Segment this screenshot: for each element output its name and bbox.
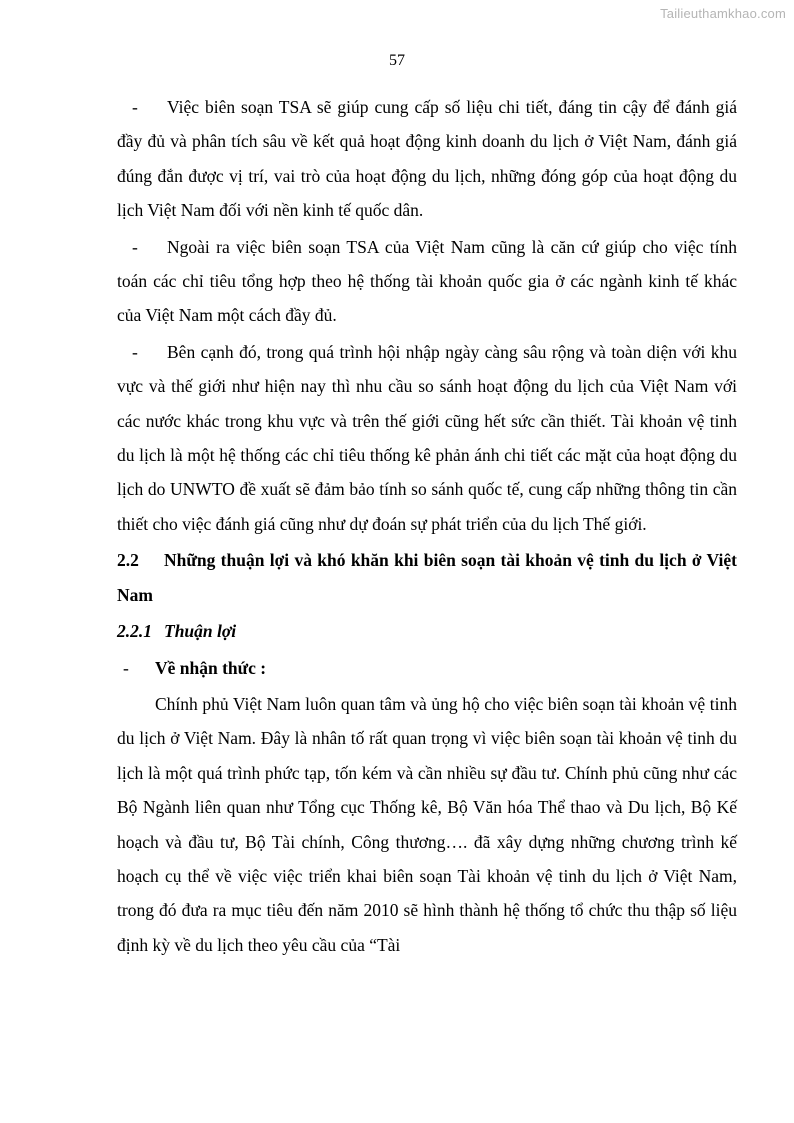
bullet-paragraph-2: [117, 230, 737, 333]
subsection-number: 2.2.1: [117, 621, 152, 642]
section-heading: [117, 543, 737, 612]
bullet-paragraph-3: [117, 335, 737, 541]
bullet-dash: -: [132, 236, 138, 257]
subsection-title: Thuận lợi: [164, 621, 237, 642]
document-body: [117, 90, 737, 962]
bullet-text: Bên cạnh đó, trong quá trình hội nhập ngày càng sâu rộng và toàn diện với khu vực và thế giới như hiện nay thì nhu cầu so sánh hoạt động du lịch của Việt Nam với các nước khác trong khu vực và trên thế giới cũng hết sức cần thiết. Tài khoản vệ tinh du lịch là một hệ thống các chỉ tiêu thống kê phản ánh chi tiết các mặt của hoạt động du lịch do UNWTO đề xuất sẽ đảm bảo tính so sánh quốc tế, cung cấp những thông tin cần thiết cho việc đánh giá cũng như dự đoán sự phát triển của du lịch Thế giới.: [117, 341, 737, 534]
bold-bullet-text: Về nhận thức :: [155, 657, 267, 678]
subsection-heading: [117, 614, 737, 648]
page-number: 57: [389, 52, 405, 69]
bullet-dash: -: [132, 341, 138, 362]
watermark: Tailieuthamkhao.com: [660, 6, 786, 21]
section-number: 2.2: [117, 550, 139, 571]
body-paragraph: Chính phủ Việt Nam luôn quan tâm và ủng hộ cho việc biên soạn tài khoản vệ tinh du lịch ở Việt Nam. Đây là nhân tố rất quan trọng vì việc biên soạn tài khoản vệ tinh du lịch là một quá trình phức tạp, tốn kém và cần nhiều sự đầu tư. Chính phủ cũng như các Bộ Ngành liên quan như Tổng cục Thống kê, Bộ Văn hóa Thể thao và Du lịch, Bộ Kế hoạch và đầu tư, Bộ Tài chính, Công thương…. đã xây dựng những chương trình kế hoạch cụ thể về việc việc triển khai biên soạn Tài khoản vệ tinh du lịch ở Việt Nam, trong đó đưa ra mục tiêu đến năm 2010 sẽ hình thành hệ thống tổ chức thu thập số liệu định kỳ về du lịch theo yêu cầu của “Tài: [117, 693, 737, 955]
section-title: Những thuận lợi và khó khăn khi biên soạn tài khoản vệ tinh du lịch ở Việt Nam: [117, 550, 737, 605]
bullet-dash: -: [123, 657, 129, 678]
bullet-text: Việc biên soạn TSA sẽ giúp cung cấp số liệu chi tiết, đáng tin cậy để đánh giá đầy đủ và phân tích sâu về kết quả hoạt động kinh doanh du lịch ở Việt Nam, đánh giá đúng đắn được vị trí, vai trò của hoạt động du lịch, những đóng góp của hoạt động du lịch Việt Nam đối với nền kinh tế quốc dân.: [117, 97, 737, 221]
bold-bullet-item: [117, 651, 737, 685]
bullet-paragraph-1: [117, 90, 737, 228]
bullet-text: Ngoài ra việc biên soạn TSA của Việt Nam cũng là căn cứ giúp cho việc tính toán các chỉ tiêu tổng hợp theo hệ thống tài khoản quốc gia ở các ngành kinh tế khác của Việt Nam một cách đầy đủ.: [117, 236, 737, 326]
bullet-dash: -: [132, 97, 138, 117]
